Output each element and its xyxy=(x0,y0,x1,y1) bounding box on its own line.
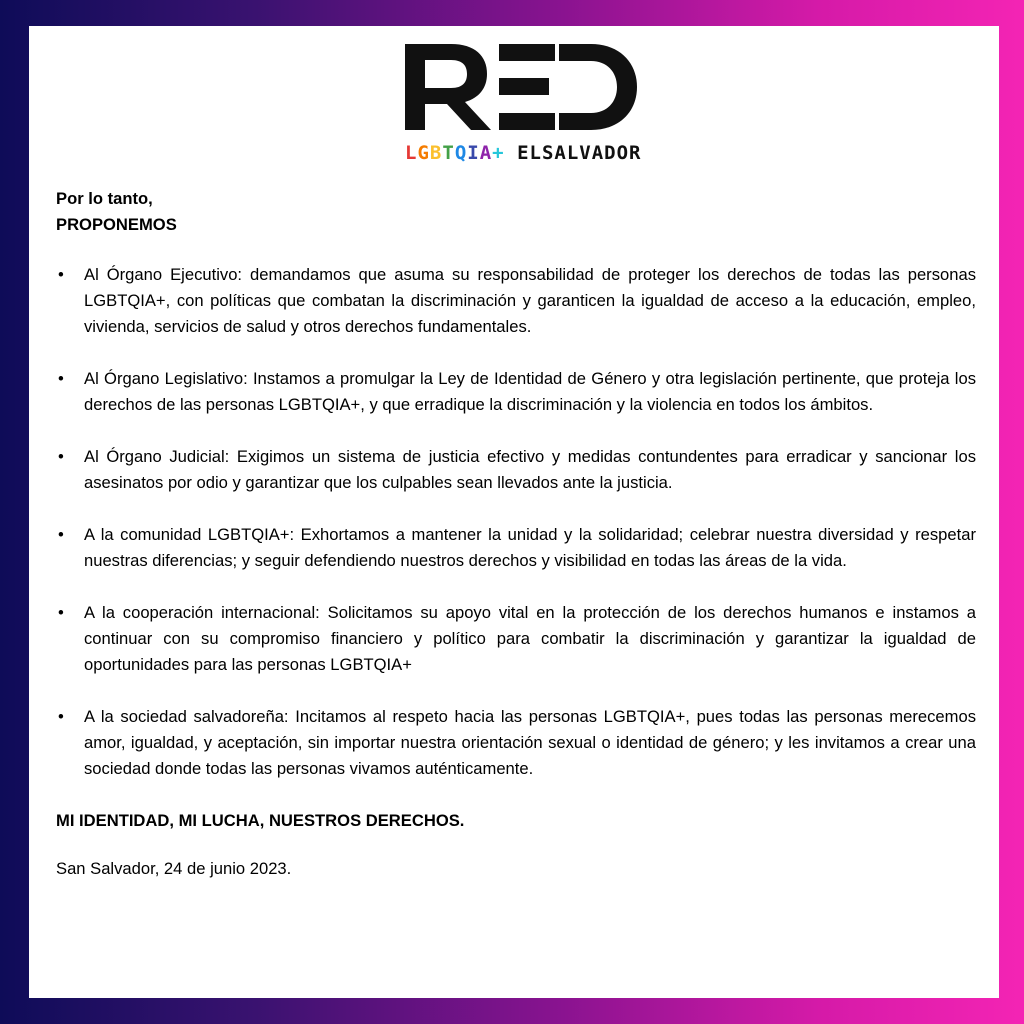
list-item-text: Al Órgano Ejecutivo: demandamos que asuma su responsabilidad de proteger los derechos de todas las personas LGBTQIA+, con políticas que combatan la discriminación y garanticen la igualdad de acceso a la educación, empleo, vivienda, servicios de salud y otros derechos fundamentales. xyxy=(84,265,976,336)
red-wordmark-logo xyxy=(405,44,637,130)
list-item-text: Al Órgano Judicial: Exigimos un sistema de justicia efectivo y medidas contundentes para erradicar y sancionar los asesinatos por odio y garantizar que los culpables sean llevados ante la justicia. xyxy=(84,447,976,492)
logo-tagline xyxy=(405,142,642,164)
document-card xyxy=(29,26,999,998)
list-item xyxy=(56,522,976,574)
bullet: • xyxy=(58,603,64,622)
list-item-text: A la cooperación internacional: Solicitamos su apoyo vital en la protección de los derechos humanos e instamos a continuar con su compromiso financiero y político para combatir la discriminación y garantizar la igualdad de oportunidades para las personas LGBTQIA+ xyxy=(84,603,976,674)
bullet: • xyxy=(58,707,64,726)
proposal-list xyxy=(56,262,976,782)
tagline-letter: B xyxy=(429,142,443,164)
tagline-country: ELSALVADOR xyxy=(504,142,642,164)
place-date: San Salvador, 24 de junio 2023. xyxy=(56,859,292,878)
intro-heading: PROPONEMOS xyxy=(56,215,177,234)
list-item xyxy=(56,262,976,340)
bullet: • xyxy=(58,447,64,466)
tagline-letter: A xyxy=(479,142,493,164)
tagline-letter: Q xyxy=(454,142,468,164)
list-item-text: Al Órgano Legislativo: Instamos a promulgar la Ley de Identidad de Género y otra legislación pertinente, que proteja los derechos de las personas LGBTQIA+, y que erradique la discriminación y la violencia en todos los ámbitos. xyxy=(84,369,976,414)
list-item xyxy=(56,444,976,496)
intro-line: Por lo tanto, xyxy=(56,189,153,208)
tagline-letter: + xyxy=(492,142,505,164)
bullet: • xyxy=(58,265,64,284)
tagline-letter: G xyxy=(417,142,430,164)
document-body xyxy=(56,186,976,882)
bullet: • xyxy=(58,369,64,388)
tagline-letter: L xyxy=(405,142,418,164)
list-item xyxy=(56,600,976,678)
intro xyxy=(56,186,976,238)
list-item xyxy=(56,704,976,782)
tagline-letter: I xyxy=(467,142,480,164)
list-item-text: A la sociedad salvadoreña: Incitamos al respeto hacia las personas LGBTQIA+, pues todas las personas merecemos amor, igualdad, y aceptación, sin importar nuestra orientación sexual o identidad de género; y les invitamos a crear una sociedad donde todas las personas vivamos auténticamente. xyxy=(84,707,976,778)
closing-slogan: MI IDENTIDAD, MI LUCHA, NUESTROS DERECHOS. xyxy=(56,811,465,830)
logo xyxy=(29,38,999,198)
list-item-text: A la comunidad LGBTQIA+: Exhortamos a mantener la unidad y la solidaridad; celebrar nuestra diversidad y respetar nuestras diferencias; y seguir defendiendo nuestros derechos y visibilidad en todas las áreas de la vida. xyxy=(84,525,976,570)
list-item xyxy=(56,366,976,418)
tagline-letter: T xyxy=(442,142,455,164)
bullet: • xyxy=(58,525,64,544)
